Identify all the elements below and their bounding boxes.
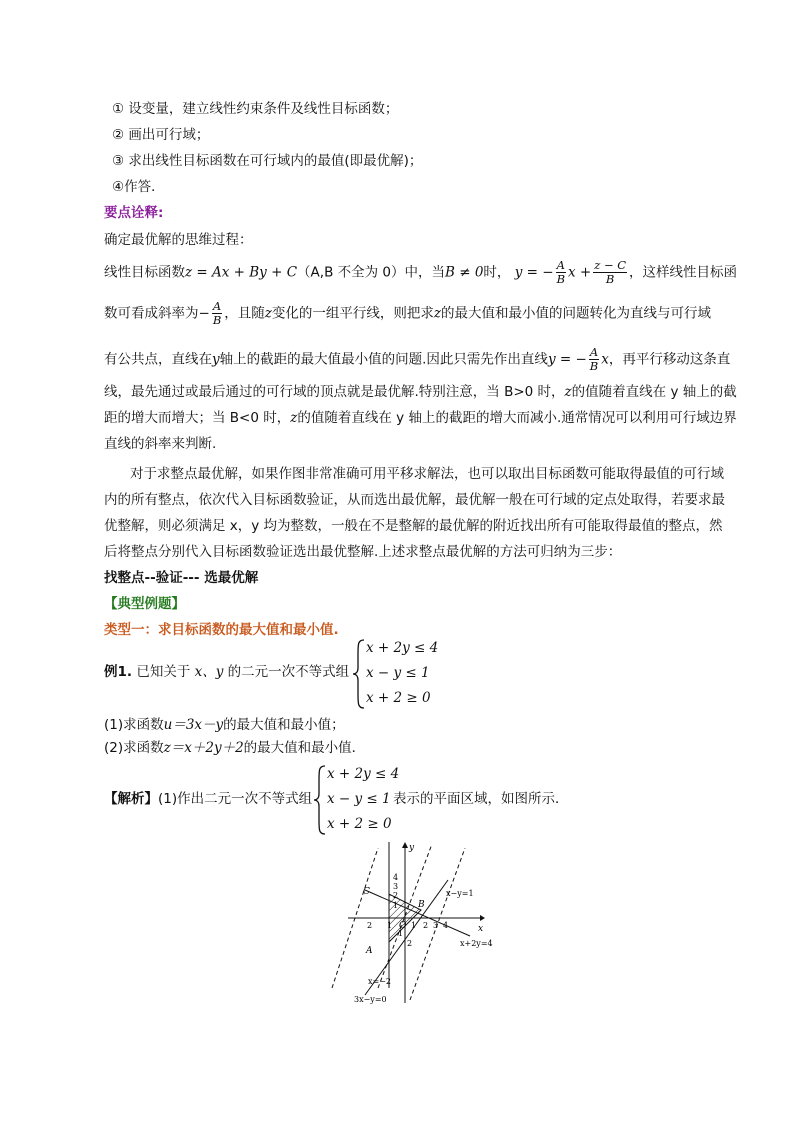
label-3x-minus-y-eq-0: 3x−y=0 [354,995,387,1004]
inequality-1: x + 2y ≤ 4 [366,640,439,656]
typical-examples-heading: 【典型例题】 [104,596,185,612]
point-b-label: B [418,900,425,910]
feasible-region-figure [320,838,510,1010]
point-c-label: C [363,887,370,897]
solution-statement: 【解析】(1)作出二元一次不等式组 [104,791,313,807]
axis-x-label: x [478,924,484,934]
inequality-2: x − y ≤ 1 [366,665,430,681]
question-2: (2)求函数z＝x＋2y＋2的最大值和最小值． [104,740,366,756]
step-3: ③ 求出线性目标函数在可行域内的最值(即最优解)； [112,153,423,169]
inequality-3: x + 2 ≥ 0 [366,690,431,706]
explain-para-line-3: 有公共点，直线在y轴上的截距的最大值最小值的问题.因此只需先作出直线y = − $\frac{A}{B}$ x，再平行移动这条直 [104,345,731,373]
explain-para-line-1: 线性目标函数z = Ax + By + C（A,B 不全为 0）中，当B ≠ 0时， y = − $\frac{A}{B}$ x + $\frac{z - C}{B}$ ，这样线性目标函 [104,258,738,286]
fraction-line: $\frac{A}{B}$ [589,345,599,373]
key-points-heading: 要点诠释: [104,205,164,221]
tick-x-neg2: 2 [367,921,373,930]
inequality-3: x + 2 ≥ 0 [327,816,392,832]
tick-y-1: 1 [393,901,399,910]
explain-para-line-4: 线，最先通过或最后通过的可行域的顶点就是最优解.特别注意，当 B>0 时，z的值随着直线在 y 轴上的截 [104,384,737,400]
label-x-minus-y-eq-1: x−y=1 [446,889,474,898]
tick-y-neg2: 2 [407,939,413,948]
point-a-label: A [366,946,373,956]
integer-para-line-2: 内的所有整点，依次代入目标函数验证，从而选出最优解，最优解一般在可行域的定点处取得，若要求最 [104,492,725,508]
tick-x-3: 3 [433,921,439,930]
y-axis-arrow [402,842,408,848]
integer-para-line-4: 后将整点分别代入目标函数验证选出最优整解.上述求整点最优解的方法可归纳为三步： [104,544,622,560]
explain-para-line-5: 距的增大而增大；当 B<0 时，z的值随着直线在 y 轴上的截距的增大而减小.通常情况可以利用可行域边界 [104,410,737,426]
step-4: ④作答． [112,179,165,195]
example-label: 例1. [104,664,133,680]
fraction-z-minus-c-over-b: $\frac{z - C}{B}$ [594,258,627,286]
tick-x-1: 1 [411,921,417,930]
step-2: ② 画出可行域； [112,127,210,143]
thinking-intro: 确定最优解的思维过程： [104,232,253,248]
integer-para-line-1: 对于求整点最优解，如果作图非常准确可用平移求解法，也可以取出目标函数可能取得最值的可行域 [130,466,724,482]
tick-y-4: 4 [393,873,399,882]
origin-label: O [399,921,407,931]
x-axis-arrow [480,915,485,921]
question-1: (1)求函数u＝3x－y的最大值和最小值； [104,717,345,733]
label-x-plus-2y-eq-4: x+2y=4 [460,939,493,948]
left-brace [352,638,366,710]
tick-x-neg1: 1 [387,921,393,930]
label-x-eq-neg2: x=−2 [368,977,392,986]
axis-y-label: y [409,843,415,853]
integer-para-line-3: 优整解，则必须满足 x，y 均为整数，一般在不是整解的最优解的附近找出所有可能取得最值的整点，然 [104,518,723,534]
tick-y-2: 2 [393,891,399,900]
tick-x-2: 2 [423,921,429,930]
solution-statement-end: 表示的平面区域，如图所示． [393,791,569,807]
tick-x-4: 4 [443,921,449,930]
fraction-a-over-b: $\frac{A}{B}$ [556,258,566,286]
explain-para-line-6: 直线的斜率来判断. [104,436,217,452]
three-steps-summary: 找整点--验证--- 选最优解 [104,570,259,586]
tick-y-3: 3 [393,882,399,891]
fraction-slope: $\frac{A}{B}$ [212,299,222,327]
step-1: ① 设变量，建立线性约束条件及线性目标函数； [112,101,399,117]
inequality-1: x + 2y ≤ 4 [327,766,400,782]
left-brace [313,764,327,836]
solution-label: 【解析】 [104,791,158,807]
example-1-statement: 例1. 已知关于 x、y 的二元一次不等式组 [104,664,350,680]
inequality-2: x − y ≤ 1 [327,791,391,807]
tick-y-neg1: 1 [398,929,404,938]
type-one-heading: 类型一：求目标函数的最大值和最小值. [104,622,339,638]
explain-para-line-2: 数可看成斜率为− $\frac{A}{B}$ ，且随z变化的一组平行线，则把求z的最大值和最小值的问题转化为直线与可行域 [104,299,712,327]
